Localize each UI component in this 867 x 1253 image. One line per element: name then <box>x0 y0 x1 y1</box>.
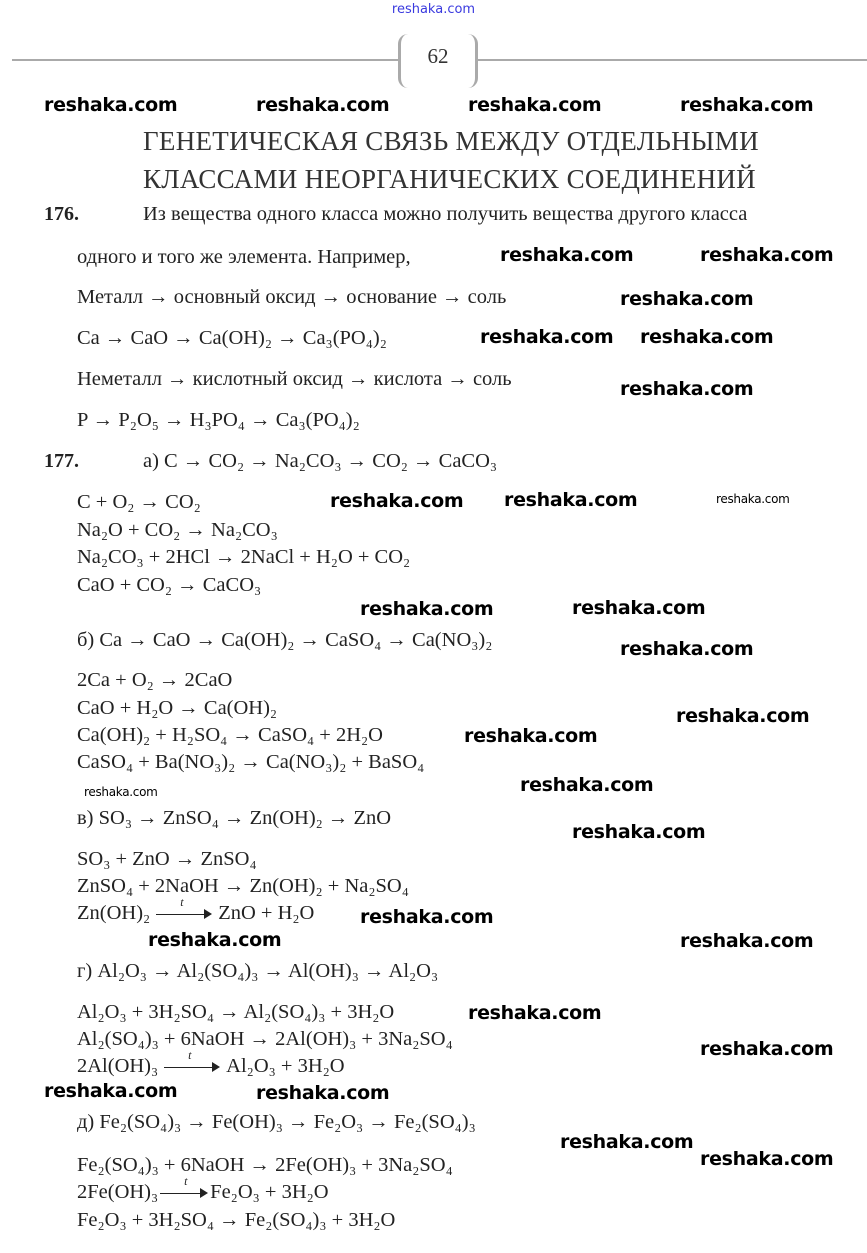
watermark: reshaka.com <box>44 1080 178 1102</box>
chain-a: а) C → CO₂ → Na₂CO₃ → CO₂ → CaCO₃ <box>143 450 498 472</box>
watermark: reshaka.com <box>84 785 158 799</box>
products: Al₂O₃ + 3H₂O <box>226 1055 345 1077</box>
text-line: Металл → основный оксид → основание → соль <box>77 286 507 308</box>
header-rule-right <box>478 59 867 61</box>
task-number-176: 176. <box>44 203 79 225</box>
watermark: reshaka.com <box>572 597 706 619</box>
watermark: reshaka.com <box>256 94 390 116</box>
watermark: reshaka.com <box>620 378 754 400</box>
equation: SO₃ + ZnO → ZnSO₄ <box>77 848 257 870</box>
watermark: reshaka.com <box>360 598 494 620</box>
chain-d: д) Fe₂(SO₄)₃ → Fe(OH)₃ → Fe₂O₃ → Fe₂(SO₄)₃ <box>77 1111 476 1133</box>
watermark: reshaka.com <box>560 1131 694 1153</box>
watermark: reshaka.com <box>572 821 706 843</box>
header-rule-left <box>12 59 398 61</box>
watermark: reshaka.com <box>680 930 814 952</box>
equation: Na₂CO₃ + 2HCl → 2NaCl + H₂O + CO₂ <box>77 546 411 568</box>
section-title-line-2: КЛАССАМИ НЕОРГАНИЧЕСКИХ СОЕДИНЕНИЙ <box>143 164 756 194</box>
equation: Ca(OH)₂ + H₂SO₄ → CaSO₄ + 2H₂O <box>77 724 383 746</box>
equation: Fe₂(SO₄)₃ + 6NaOH → 2Fe(OH)₃ + 3Na₂SO₄ <box>77 1154 453 1176</box>
section-title-line-1: ГЕНЕТИЧЕСКАЯ СВЯЗЬ МЕЖДУ ОТДЕЛЬНЫМИ <box>143 126 759 156</box>
equation: CaO + H₂O → Ca(OH)₂ <box>77 697 278 719</box>
equation: 2Ca + O₂ → 2CaO <box>77 669 233 691</box>
watermark: reshaka.com <box>44 94 178 116</box>
watermark: reshaka.com <box>148 929 282 951</box>
watermark: reshaka.com <box>716 492 790 506</box>
watermark: reshaka.com <box>620 288 754 310</box>
watermark: reshaka.com <box>504 489 638 511</box>
equation: Na₂O + CO₂ → Na₂CO₃ <box>77 519 278 541</box>
watermark: reshaka.com <box>520 774 654 796</box>
watermark: reshaka.com <box>480 326 614 348</box>
equation: ZnSO₄ + 2NaOH → Zn(OH)₂ + Na₂SO₄ <box>77 875 409 897</box>
products: Fe₂O₃ + 3H₂O <box>210 1181 329 1203</box>
products: ZnO + H₂O <box>218 902 315 924</box>
chain-b: б) Ca → CaO → Ca(OH)₂ → CaSO₄ → Ca(NO₃)₂ <box>77 629 493 651</box>
equation: P → P₂O₅ → H₃PO₄ → Ca₃(PO₄)₂ <box>77 409 360 431</box>
watermark: reshaka.com <box>680 94 814 116</box>
heat-arrow-icon <box>164 1048 220 1072</box>
watermark: reshaka.com <box>700 1038 834 1060</box>
watermark: reshaka.com <box>468 1002 602 1024</box>
chain-v: в) SO₃ → ZnSO₄ → Zn(OH)₂ → ZnO <box>77 807 392 829</box>
task-number-177: 177. <box>44 450 79 472</box>
text-line: Из вещества одного класса можно получить вещества другого класса <box>143 203 748 225</box>
chain-g: г) Al₂O₃ → Al₂(SO₄)₃ → Al(OH)₃ → Al₂O₃ <box>77 960 439 982</box>
watermark: reshaka.com <box>500 244 634 266</box>
watermark: reshaka.com <box>464 725 598 747</box>
equation-heat <box>77 895 315 925</box>
watermark: reshaka.com <box>700 244 834 266</box>
heat-condition: t <box>184 1174 188 1188</box>
heat-arrow-icon <box>160 1174 208 1198</box>
watermark: reshaka.com <box>360 906 494 928</box>
heat-condition: t <box>180 895 184 909</box>
watermark: reshaka.com <box>676 705 810 727</box>
equation: Ca → CaO → Ca(OH)₂ → Ca₃(PO₄)₂ <box>77 327 387 349</box>
watermark: reshaka.com <box>620 638 754 660</box>
reactant: 2Fe(OH)₃ <box>77 1181 159 1203</box>
text-line: Неметалл → кислотный оксид → кислота → соль <box>77 368 512 390</box>
watermark: reshaka.com <box>700 1148 834 1170</box>
equation: Al₂O₃ + 3H₂SO₄ → Al₂(SO₄)₃ + 3H₂O <box>77 1001 395 1023</box>
heat-arrow-icon <box>156 895 212 919</box>
reactant: Zn(OH)₂ <box>77 902 151 924</box>
watermark: reshaka.com <box>330 490 464 512</box>
heat-condition: t <box>188 1048 192 1062</box>
equation: CaSO₄ + Ba(NO₃)₂ → Ca(NO₃)₂ + BaSO₄ <box>77 751 425 773</box>
site-header-link[interactable]: reshaka.com <box>391 2 476 17</box>
equation: Fe₂O₃ + 3H₂SO₄ → Fe₂(SO₄)₃ + 3H₂O <box>77 1209 396 1231</box>
text-line: одного и того же элемента. Например, <box>77 246 411 268</box>
reactant: 2Al(OH)₃ <box>77 1055 159 1077</box>
equation: C + O₂ → CO₂ <box>77 491 201 513</box>
watermark: reshaka.com <box>640 326 774 348</box>
watermark: reshaka.com <box>468 94 602 116</box>
watermark: reshaka.com <box>256 1082 390 1104</box>
equation-heat <box>77 1174 329 1204</box>
equation: Al₂(SO₄)₃ + 6NaOH → 2Al(OH)₃ + 3Na₂SO₄ <box>77 1028 453 1050</box>
page-number: 62 <box>398 34 478 88</box>
equation-heat <box>77 1048 345 1078</box>
equation: CaO + CO₂ → CaCO₃ <box>77 574 262 596</box>
